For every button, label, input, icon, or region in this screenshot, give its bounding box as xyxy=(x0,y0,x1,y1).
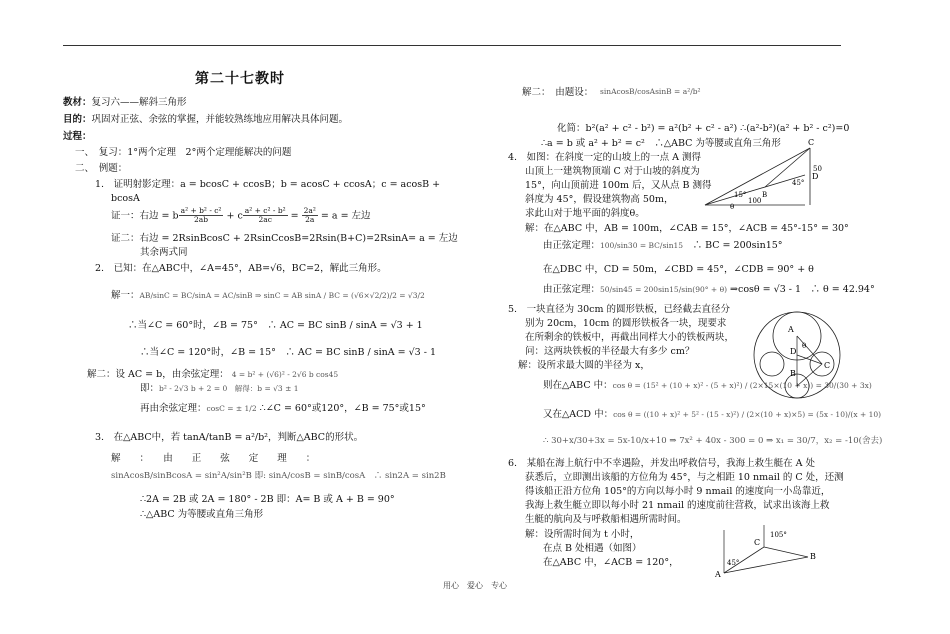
proof1-part: + c xyxy=(223,210,243,222)
ex5-line3: 在所剩余的铁板中，再截出同样大小的铁板两块， xyxy=(525,332,735,343)
theta-label: θ xyxy=(802,342,807,350)
proof1-frac1 xyxy=(179,207,224,225)
ex5-sol3: ∴ 30+x/30+3x = 5x-10/x+10 ⇒ 7x² + 40x - 300 = 0 ⇒ x₁ = 30/7，x₂ = -10(舍去) xyxy=(543,436,883,446)
ex3-sol3: ∴△ABC 为等腰或直角三角形 xyxy=(140,509,264,520)
proof1-frac2 xyxy=(243,207,288,225)
ex2-sol2-c xyxy=(140,403,426,416)
ex5-text: 又在△ACD 中： xyxy=(543,409,614,420)
sol2-text: ∴∠C = 60°或120°，∠B = 75°或15° xyxy=(259,403,426,414)
ex4-line4: 斜度为 45°，假设建筑物高 50m， xyxy=(525,194,674,205)
ex4-text: 由正弦定理： xyxy=(543,240,601,251)
point-b-label: B xyxy=(790,369,796,378)
ex6-sol2: 在点 B 处相遇（如图） xyxy=(543,543,642,554)
ex5-eq: cos θ = (15² + (10 + x)² - (5 + x)²) / (2×15×(10 + x)) = 30/(30 + 3x) xyxy=(612,381,872,390)
ex5-line5: 解：设所求最大圆的半径为 x， xyxy=(518,360,650,371)
angle105-label: 105° xyxy=(770,531,787,539)
meta-mudi xyxy=(63,114,348,127)
ex4-line3: 15°，向山顶前进 100m 后，又从点 B 测得 xyxy=(525,180,712,191)
point-a-label: A xyxy=(788,325,794,334)
ex2-sol2-b xyxy=(140,383,299,396)
ex3-sol2-eq: sinAcosB/cosAsinB = a²/b² xyxy=(600,87,701,96)
ex6-line1: 6. 某船在海上航行中不幸遇险，并发出呼救信号，我海上救生艇在 A 处 xyxy=(508,458,815,469)
sol1-label: 解一： xyxy=(111,290,140,301)
point-d-label: D xyxy=(812,172,819,181)
frac-num: a² + b² - c² xyxy=(180,206,222,215)
point-c-label: C xyxy=(808,138,815,147)
proof1-part: = a = 左边 xyxy=(317,210,371,222)
ex4-text: ⇒cosθ = √3 - 1 ∴ θ = 42.94° xyxy=(730,284,875,295)
distance-label: 100 xyxy=(748,197,762,205)
ex2-case1: ∴当∠C = 60°时，∠B = 75° ∴ AC = BC sinB / sinA = √3 + 1 xyxy=(128,320,423,331)
ex3-sol2-label: 解二： 由题设： xyxy=(522,87,594,98)
ex4-sol3: 在△DBC 中，CD = 50m，∠CBD = 45°，∠CDB = 90° + θ xyxy=(543,264,814,275)
section-review: 一、 复习：1°两个定理 2°两个定理能解决的问题 xyxy=(75,147,292,158)
ex6-sol3: 在△ABC 中，∠ACB = 120°， xyxy=(543,557,679,568)
ex2-title: 2. 已知：在△ABC中，∠A=45°，AB=√6，BC=2，解此三角形。 xyxy=(95,263,387,274)
ex6-line3: 得该船正沿方位角 105°的方向以每小时 9 nmail 的速度向一小岛靠近， xyxy=(525,486,831,497)
proof1-part: 证一：右边 = b xyxy=(111,210,179,222)
point-d-label: D xyxy=(790,347,797,356)
circles-figure xyxy=(752,310,842,400)
ex2-sol1 xyxy=(111,290,425,303)
height-label: 50 xyxy=(813,165,822,173)
new-circle-left xyxy=(760,352,784,376)
angle15-label: 15° xyxy=(734,191,747,199)
triangle-abc xyxy=(797,336,822,386)
theta-label: θ xyxy=(730,203,735,211)
frac-den: 2a xyxy=(305,215,315,225)
ex6-line2: 获悉后，立即测出该船的方位角为 45°，与之相距 10 nmail 的 C 处，还测 xyxy=(525,472,844,483)
ex5-line1: 5. 一块直径为 30cm 的圆形铁板，已经截去直径分 xyxy=(508,304,731,315)
ex4-eq: 50/sin45 = 200sin15/sin(90° + θ) xyxy=(600,285,728,294)
page-footer: 用心 爱心 专心 xyxy=(443,581,507,590)
sol2-eq1: 4 = b² + (√6)² - 2√6 b cos45 xyxy=(231,370,339,379)
sol2-eq2: b² - 2√3 b + 2 = 0 解得：b = √3 ± 1 xyxy=(159,384,299,393)
ex3-title: 3. 在△ABC中，若 tanA/tanB = a²/b²，判断△ABC的形状。 xyxy=(95,432,364,443)
ex2-case2: ∴当∠C = 120°时，∠B = 15° ∴ AC = BC sinB / sinA = √3 - 1 xyxy=(140,347,437,358)
jiaocai-label: 教材： xyxy=(63,97,92,108)
point-b-label: B xyxy=(810,552,816,561)
ship-figure xyxy=(712,525,832,580)
ex6-line5: 生艇的航向及与呼救船相遇所需时间。 xyxy=(525,514,687,525)
ex4-line1: 4. 如图：在斜度一定的山坡上的一点 A 测得 xyxy=(508,152,701,163)
meta-jiaocai xyxy=(63,97,187,110)
ex1-title-cont: bcosA xyxy=(111,193,140,204)
point-c-label: C xyxy=(824,361,831,370)
ex3-sol-head: 解 ： 由 正 弦 定 理 ： xyxy=(111,453,316,464)
point-c-label: C xyxy=(754,538,761,547)
ex6-sol1: 解：设所需时间为 t 小时， xyxy=(525,529,640,540)
sol2-text: 即： xyxy=(140,383,160,394)
ex4-text: ∴ BC = 200sin15° xyxy=(692,240,783,251)
ex4-line5: 求此山对于地平面的斜度θ。 xyxy=(525,208,645,219)
sol2-eq3: cosC = ± 1/2 xyxy=(206,404,257,413)
sol2-text: 解二：设 AC = b，由余弦定理： xyxy=(87,369,229,380)
page-title: 第二十七教时 xyxy=(195,71,285,87)
ex5-line4: 问：这两块铁板的半径最大有多少 cm？ xyxy=(525,346,695,357)
frac-den: 2ab xyxy=(194,215,209,225)
ex3-conclusion: ∴a = b 或 a² + b² = c² ∴△ABC 为等腰或直角三角形 xyxy=(541,138,781,149)
angle45-label: 45° xyxy=(792,179,805,187)
ex5-eq: cos θ = ((10 + x)² + 5² - (15 - x)²) / (2×(10 + x)×5) = (5x - 10)/(x + 10) xyxy=(613,410,882,419)
angle45-label: 45° xyxy=(727,559,740,567)
section-examples: 二、 例题： xyxy=(75,163,128,174)
ex4-sol2 xyxy=(543,240,783,253)
sol1-eq: AB/sinC = BC/sinA = AC/sinB ⇒ sinC = AB sinA / BC = (√6×√2/2)/2 = √3/2 xyxy=(139,291,425,300)
frac-num: 2a² xyxy=(303,206,316,215)
ex4-sol4 xyxy=(543,284,875,297)
ex4-sol1: 解：在△ABC 中，AB = 100m，∠CAB = 15°，∠ACB = 45°-15° = 30° xyxy=(525,223,849,234)
frac-num: a² + c² - b² xyxy=(244,206,286,215)
line-cb xyxy=(764,547,808,557)
ex5-sol2 xyxy=(543,409,881,422)
proof1-part: = xyxy=(287,210,302,222)
guocheng-label: 过程： xyxy=(63,131,92,142)
mudi-text: 巩固对正弦、余弦的掌握，并能较熟练地应用解决具体问题。 xyxy=(91,114,349,125)
ex4-text: 由正弦定理： xyxy=(543,284,601,295)
mudi-label: 目的： xyxy=(63,114,92,125)
ex3-sol2: ∴2A = 2B 或 2A = 180° - 2B 即：A= B 或 A + B = 90° xyxy=(140,494,395,505)
ex1-proof2-note: 其余两式同 xyxy=(140,247,188,258)
ex5-text: 则在△ABC 中： xyxy=(543,380,613,391)
ex4-eq: 100/sin30 = BC/sin15 xyxy=(600,241,684,250)
ex4-line2: 山顶上一建筑物顶端 C 对于山坡的斜度为 xyxy=(525,166,700,177)
ex2-sol2 xyxy=(87,369,338,382)
frac-den: 2ac xyxy=(258,215,272,225)
ex3-simplify: 化简：b²(a² + c² - b²) = a²(b² + c² - a²) ∴(a²-b²)(a² + b² - c²)=0 xyxy=(557,123,850,134)
ex5-line2: 别为 20cm，10cm 的圆形铁板各一块，现要求 xyxy=(525,318,727,329)
proof1-frac3 xyxy=(302,207,318,225)
ex1-proof1 xyxy=(111,207,371,225)
slope-figure xyxy=(700,138,830,215)
point-a-label: A xyxy=(715,570,721,579)
ex6-line4: 我海上救生艇立即以每小时 21 nmail 的速度前往营救，试求出该海上救 xyxy=(525,500,830,511)
ex3-sol-eq: sinAcosB/sinBcosA = sin²A/sin²B 即: sinA/cosB = sinB/cosA ∴ sin2A = sin2B xyxy=(111,471,446,481)
jiaocai-text: 复习六——解斜三角形 xyxy=(91,97,187,108)
ex1-title: 1. 证明射影定理：a = bcosC + ccosB；b = acosC + ccosA；c = acosB + xyxy=(95,179,441,190)
point-b-label: B xyxy=(762,191,768,199)
sol2-text: 再由余弦定理： xyxy=(140,403,207,414)
ex1-proof2: 证二：右边 = 2RsinBcosC + 2RsinCcosB=2Rsin(B+C)=2RsinA= a = 左边 xyxy=(111,233,458,244)
header-rule xyxy=(63,45,841,46)
